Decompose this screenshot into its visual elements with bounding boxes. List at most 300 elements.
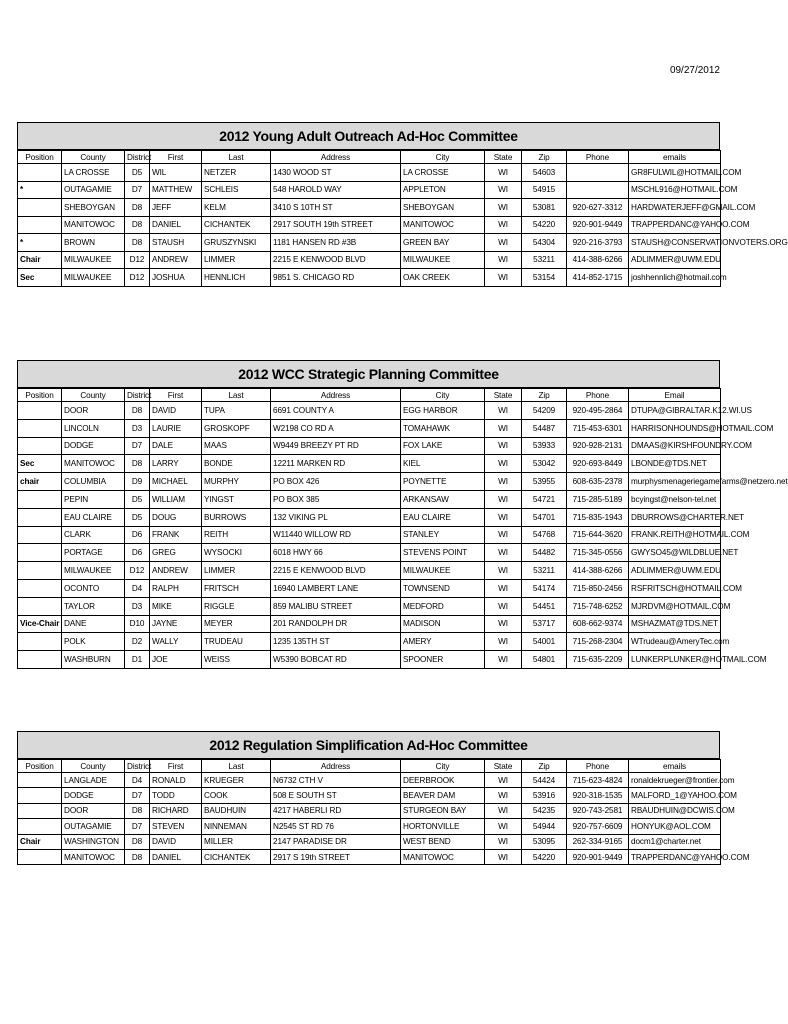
- cell-district: D9: [125, 473, 150, 491]
- cell-state: WI: [485, 834, 522, 849]
- cell-position: [18, 803, 62, 818]
- column-header-phone: Phone: [567, 151, 629, 164]
- cell-state: WI: [485, 437, 522, 455]
- cell-county: DOOR: [62, 402, 125, 420]
- cell-last: MAAS: [202, 437, 271, 455]
- cell-state: WI: [485, 773, 522, 788]
- column-header-district: District: [125, 389, 150, 402]
- cell-first: ANDREW: [150, 251, 202, 269]
- cell-position: [18, 216, 62, 234]
- cell-email: DMAAS@KIRSHFOUNDRY.COM: [629, 437, 721, 455]
- cell-position: [18, 164, 62, 182]
- table-row: [18, 773, 721, 788]
- cell-district: D7: [125, 437, 150, 455]
- cell-address: 16940 LAMBERT LANE: [271, 579, 401, 597]
- cell-state: WI: [485, 615, 522, 633]
- cell-state: WI: [485, 473, 522, 491]
- committee-title: 2012 Young Adult Outreach Ad-Hoc Committee: [17, 122, 720, 150]
- cell-state: WI: [485, 251, 522, 269]
- cell-first: DAVID: [150, 834, 202, 849]
- cell-county: LA CROSSE: [62, 164, 125, 182]
- cell-district: D8: [125, 834, 150, 849]
- cell-phone: 715-345-0556: [567, 544, 629, 562]
- column-header-email: emails: [629, 151, 721, 164]
- cell-first: JEFF: [150, 199, 202, 217]
- cell-city: OAK CREEK: [401, 269, 485, 287]
- cell-position: [18, 651, 62, 669]
- cell-county: DODGE: [62, 437, 125, 455]
- cell-email: MJRDVM@HOTMAIL.COM: [629, 597, 721, 615]
- cell-email: docm1@charter.net: [629, 834, 721, 849]
- cell-state: WI: [485, 597, 522, 615]
- cell-address: 12211 MARKEN RD: [271, 455, 401, 473]
- cell-first: JAYNE: [150, 615, 202, 633]
- column-header-district: District: [125, 151, 150, 164]
- cell-zip: 54768: [522, 526, 567, 544]
- cell-county: PEPIN: [62, 490, 125, 508]
- table-row: [18, 234, 721, 252]
- cell-position: [18, 849, 62, 864]
- column-header-phone: Phone: [567, 760, 629, 773]
- table-row: [18, 651, 721, 669]
- cell-first: DANIEL: [150, 216, 202, 234]
- cell-zip: 54482: [522, 544, 567, 562]
- column-header-last: Last: [202, 151, 271, 164]
- cell-city: MANITOWOC: [401, 849, 485, 864]
- cell-state: WI: [485, 216, 522, 234]
- cell-email: murphysmenageriegamefarms@netzero.net: [629, 473, 721, 491]
- cell-zip: 54235: [522, 803, 567, 818]
- cell-district: D5: [125, 164, 150, 182]
- cell-county: EAU CLAIRE: [62, 508, 125, 526]
- cell-first: ANDREW: [150, 562, 202, 580]
- cell-city: KIEL: [401, 455, 485, 473]
- cell-position: [18, 402, 62, 420]
- cell-phone: [567, 181, 629, 199]
- cell-email: MSHAZMAT@TDS.NET: [629, 615, 721, 633]
- column-header-city: City: [401, 389, 485, 402]
- committee-strategic-planning: [17, 360, 788, 669]
- cell-district: D6: [125, 544, 150, 562]
- cell-district: D5: [125, 508, 150, 526]
- cell-position: [18, 544, 62, 562]
- cell-last: MURPHY: [202, 473, 271, 491]
- committee-table: [17, 388, 788, 669]
- cell-last: SCHLEIS: [202, 181, 271, 199]
- cell-zip: 53211: [522, 251, 567, 269]
- cell-county: MILWAUKEE: [62, 562, 125, 580]
- cell-address: 859 MALIBU STREET: [271, 597, 401, 615]
- cell-county: OCONTO: [62, 579, 125, 597]
- column-header-zip: Zip: [522, 760, 567, 773]
- cell-state: WI: [485, 490, 522, 508]
- cell-position: [18, 508, 62, 526]
- cell-first: MIKE: [150, 597, 202, 615]
- cell-zip: 54915: [522, 181, 567, 199]
- cell-city: MANITOWOC: [401, 216, 485, 234]
- cell-city: LA CROSSE: [401, 164, 485, 182]
- cell-city: HORTONVILLE: [401, 819, 485, 834]
- committee-regulation-simplification: [17, 731, 750, 865]
- cell-email: ADLIMMER@UWM.EDU: [629, 562, 721, 580]
- cell-position: [18, 788, 62, 803]
- cell-address: 508 E SOUTH ST: [271, 788, 401, 803]
- cell-zip: 54174: [522, 579, 567, 597]
- cell-last: FRITSCH: [202, 579, 271, 597]
- cell-district: D3: [125, 597, 150, 615]
- committee-table: [17, 759, 750, 865]
- cell-address: 132 VIKING PL: [271, 508, 401, 526]
- header-row: [18, 151, 721, 164]
- column-header-position: Position: [18, 389, 62, 402]
- cell-last: TUPA: [202, 402, 271, 420]
- cell-email: RBAUDHUIN@DCWIS.COM: [629, 803, 721, 818]
- table-row: [18, 402, 721, 420]
- cell-city: DEERBROOK: [401, 773, 485, 788]
- cell-zip: 53042: [522, 455, 567, 473]
- cell-zip: 54701: [522, 508, 567, 526]
- cell-state: WI: [485, 849, 522, 864]
- cell-position: *: [18, 181, 62, 199]
- cell-address: 4217 HABERLI RD: [271, 803, 401, 818]
- column-header-county: County: [62, 151, 125, 164]
- cell-first: DALE: [150, 437, 202, 455]
- cell-city: MILWAUKEE: [401, 562, 485, 580]
- table-row: [18, 455, 721, 473]
- table-row: [18, 633, 721, 651]
- cell-last: WEISS: [202, 651, 271, 669]
- cell-zip: 54487: [522, 419, 567, 437]
- cell-position: [18, 526, 62, 544]
- table-row: [18, 819, 721, 834]
- cell-county: DOOR: [62, 803, 125, 818]
- cell-email: LUNKERPLUNKER@HOTMAIL.COM: [629, 651, 721, 669]
- cell-state: WI: [485, 819, 522, 834]
- cell-phone: 920-495-2864: [567, 402, 629, 420]
- cell-district: D12: [125, 251, 150, 269]
- cell-position: Sec: [18, 455, 62, 473]
- cell-zip: 54304: [522, 234, 567, 252]
- cell-last: HENNLICH: [202, 269, 271, 287]
- cell-county: MILWAUKEE: [62, 269, 125, 287]
- cell-address: PO BOX 385: [271, 490, 401, 508]
- cell-first: RALPH: [150, 579, 202, 597]
- cell-address: 548 HAROLD WAY: [271, 181, 401, 199]
- cell-position: chair: [18, 473, 62, 491]
- column-header-zip: Zip: [522, 151, 567, 164]
- cell-last: BONDE: [202, 455, 271, 473]
- cell-city: MEDFORD: [401, 597, 485, 615]
- cell-zip: 53081: [522, 199, 567, 217]
- cell-state: WI: [485, 455, 522, 473]
- cell-email: TRAPPERDANC@YAHOO.COM: [629, 849, 721, 864]
- cell-first: FRANK: [150, 526, 202, 544]
- cell-phone: 920-318-1535: [567, 788, 629, 803]
- cell-city: POYNETTE: [401, 473, 485, 491]
- cell-zip: 54424: [522, 773, 567, 788]
- column-header-county: County: [62, 389, 125, 402]
- cell-phone: 715-850-2456: [567, 579, 629, 597]
- table-row: [18, 164, 721, 182]
- table-row: [18, 508, 721, 526]
- table-row: [18, 562, 721, 580]
- table-row: [18, 269, 721, 287]
- cell-position: *: [18, 234, 62, 252]
- cell-district: D8: [125, 455, 150, 473]
- cell-email: TRAPPERDANC@YAHOO.COM: [629, 216, 721, 234]
- cell-city: TOMAHAWK: [401, 419, 485, 437]
- cell-last: LIMMER: [202, 251, 271, 269]
- cell-last: BAUDHUIN: [202, 803, 271, 818]
- table-row: [18, 251, 721, 269]
- cell-last: REITH: [202, 526, 271, 544]
- cell-address: 3410 S 10TH ST: [271, 199, 401, 217]
- cell-city: EAU CLAIRE: [401, 508, 485, 526]
- cell-last: LIMMER: [202, 562, 271, 580]
- cell-zip: 53717: [522, 615, 567, 633]
- cell-email: DBURROWS@CHARTER.NET: [629, 508, 721, 526]
- cell-phone: 920-693-8449: [567, 455, 629, 473]
- column-header-first: First: [150, 389, 202, 402]
- cell-first: DOUG: [150, 508, 202, 526]
- cell-phone: 920-928-2131: [567, 437, 629, 455]
- cell-state: WI: [485, 508, 522, 526]
- column-header-phone: Phone: [567, 389, 629, 402]
- cell-phone: 715-644-3620: [567, 526, 629, 544]
- cell-phone: 608-662-9374: [567, 615, 629, 633]
- column-header-district: District: [125, 760, 150, 773]
- cell-email: WTrudeau@AmeryTec.com: [629, 633, 721, 651]
- column-header-last: Last: [202, 760, 271, 773]
- cell-state: WI: [485, 803, 522, 818]
- cell-last: TRUDEAU: [202, 633, 271, 651]
- cell-county: MANITOWOC: [62, 849, 125, 864]
- cell-zip: 53095: [522, 834, 567, 849]
- column-header-first: First: [150, 151, 202, 164]
- cell-phone: 715-835-1943: [567, 508, 629, 526]
- cell-last: CICHANTEK: [202, 849, 271, 864]
- cell-county: POLK: [62, 633, 125, 651]
- cell-city: MADISON: [401, 615, 485, 633]
- cell-district: D4: [125, 579, 150, 597]
- cell-phone: 920-743-2581: [567, 803, 629, 818]
- cell-county: BROWN: [62, 234, 125, 252]
- cell-email: FRANK.REITH@HOTMAIL.COM: [629, 526, 721, 544]
- cell-position: [18, 562, 62, 580]
- cell-zip: 53154: [522, 269, 567, 287]
- cell-email: GR8FULWIL@HOTMAIL.COM: [629, 164, 721, 182]
- column-header-position: Position: [18, 760, 62, 773]
- cell-district: D7: [125, 788, 150, 803]
- header-row: [18, 389, 721, 402]
- cell-address: 2215 E KENWOOD BLVD: [271, 251, 401, 269]
- cell-zip: 53955: [522, 473, 567, 491]
- cell-phone: 262-334-9165: [567, 834, 629, 849]
- cell-email: HARDWATERJEFF@GMAIL.COM: [629, 199, 721, 217]
- cell-address: W11440 WILLOW RD: [271, 526, 401, 544]
- cell-city: ARKANSAW: [401, 490, 485, 508]
- cell-first: RONALD: [150, 773, 202, 788]
- cell-address: 6018 HWY 66: [271, 544, 401, 562]
- table-row: [18, 419, 721, 437]
- cell-district: D8: [125, 216, 150, 234]
- cell-state: WI: [485, 788, 522, 803]
- cell-first: STAUSH: [150, 234, 202, 252]
- column-header-address: Address: [271, 389, 401, 402]
- cell-last: KELM: [202, 199, 271, 217]
- cell-position: [18, 419, 62, 437]
- cell-phone: 414-852-1715: [567, 269, 629, 287]
- cell-last: CICHANTEK: [202, 216, 271, 234]
- cell-first: TODD: [150, 788, 202, 803]
- cell-district: D2: [125, 633, 150, 651]
- cell-district: D8: [125, 199, 150, 217]
- table-row: [18, 579, 721, 597]
- cell-district: D7: [125, 819, 150, 834]
- cell-phone: 920-757-6609: [567, 819, 629, 834]
- cell-email: DTUPA@GIBRALTAR.K12.WI.US: [629, 402, 721, 420]
- cell-address: 1181 HANSEN RD #3B: [271, 234, 401, 252]
- cell-zip: 54220: [522, 216, 567, 234]
- cell-first: LARRY: [150, 455, 202, 473]
- cell-county: MANITOWOC: [62, 455, 125, 473]
- column-header-first: First: [150, 760, 202, 773]
- cell-state: WI: [485, 562, 522, 580]
- table-row: [18, 473, 721, 491]
- table-row: [18, 181, 721, 199]
- cell-city: STEVENS POINT: [401, 544, 485, 562]
- cell-district: D5: [125, 490, 150, 508]
- cell-email: LBONDE@TDS.NET: [629, 455, 721, 473]
- cell-county: LANGLADE: [62, 773, 125, 788]
- column-header-position: Position: [18, 151, 62, 164]
- cell-city: STANLEY: [401, 526, 485, 544]
- cell-last: COOK: [202, 788, 271, 803]
- cell-county: CLARK: [62, 526, 125, 544]
- cell-district: D10: [125, 615, 150, 633]
- cell-email: bcyingst@nelson-tel.net: [629, 490, 721, 508]
- column-header-email: Email: [629, 389, 721, 402]
- cell-last: BURROWS: [202, 508, 271, 526]
- cell-city: SHEBOYGAN: [401, 199, 485, 217]
- cell-zip: 53211: [522, 562, 567, 580]
- cell-city: APPLETON: [401, 181, 485, 199]
- cell-phone: 920-901-9449: [567, 216, 629, 234]
- cell-first: DANIEL: [150, 849, 202, 864]
- cell-phone: 414-388-6266: [567, 562, 629, 580]
- cell-county: MANITOWOC: [62, 216, 125, 234]
- column-header-zip: Zip: [522, 389, 567, 402]
- cell-county: PORTAGE: [62, 544, 125, 562]
- cell-state: WI: [485, 544, 522, 562]
- cell-state: WI: [485, 269, 522, 287]
- table-row: [18, 199, 721, 217]
- cell-phone: 920-627-3312: [567, 199, 629, 217]
- cell-zip: 54944: [522, 819, 567, 834]
- column-header-state: State: [485, 389, 522, 402]
- cell-address: W5390 BOBCAT RD: [271, 651, 401, 669]
- cell-last: NETZER: [202, 164, 271, 182]
- cell-first: WIL: [150, 164, 202, 182]
- cell-state: WI: [485, 164, 522, 182]
- table-row: [18, 788, 721, 803]
- cell-state: WI: [485, 181, 522, 199]
- cell-state: WI: [485, 402, 522, 420]
- cell-last: GRUSZYNSKI: [202, 234, 271, 252]
- cell-first: MICHAEL: [150, 473, 202, 491]
- cell-district: D1: [125, 651, 150, 669]
- cell-email: ronaldekrueger@frontier.com: [629, 773, 721, 788]
- cell-first: STEVEN: [150, 819, 202, 834]
- cell-state: WI: [485, 199, 522, 217]
- cell-phone: 715-285-5189: [567, 490, 629, 508]
- committee-title: 2012 WCC Strategic Planning Committee: [17, 360, 720, 388]
- cell-last: MEYER: [202, 615, 271, 633]
- cell-state: WI: [485, 526, 522, 544]
- cell-last: WYSOCKI: [202, 544, 271, 562]
- cell-first: WALLY: [150, 633, 202, 651]
- cell-first: GREG: [150, 544, 202, 562]
- header-row: [18, 760, 721, 773]
- cell-address: 2917 SOUTH 19th STREET: [271, 216, 401, 234]
- table-row: [18, 526, 721, 544]
- cell-state: WI: [485, 579, 522, 597]
- table-row: [18, 437, 721, 455]
- cell-email: MALFORD_1@YAHOO.COM: [629, 788, 721, 803]
- cell-county: WASHBURN: [62, 651, 125, 669]
- committee-title: 2012 Regulation Simplification Ad-Hoc Committee: [17, 731, 720, 759]
- committee-young-adult-outreach: [17, 122, 788, 287]
- cell-county: LINCOLN: [62, 419, 125, 437]
- column-header-city: City: [401, 151, 485, 164]
- cell-address: W2198 CO RD A: [271, 419, 401, 437]
- cell-county: DODGE: [62, 788, 125, 803]
- cell-position: [18, 597, 62, 615]
- cell-position: Chair: [18, 834, 62, 849]
- cell-address: 9851 S. CHICAGO RD: [271, 269, 401, 287]
- cell-phone: 715-635-2209: [567, 651, 629, 669]
- cell-city: TOWNSEND: [401, 579, 485, 597]
- cell-city: SPOONER: [401, 651, 485, 669]
- cell-address: 1235 135TH ST: [271, 633, 401, 651]
- cell-district: D12: [125, 269, 150, 287]
- cell-state: WI: [485, 651, 522, 669]
- cell-email: RSFRITSCH@HOTMAIL.COM: [629, 579, 721, 597]
- column-header-email: emails: [629, 760, 721, 773]
- cell-phone: 414-388-6266: [567, 251, 629, 269]
- cell-city: STURGEON BAY: [401, 803, 485, 818]
- cell-zip: 54220: [522, 849, 567, 864]
- cell-phone: 715-268-2304: [567, 633, 629, 651]
- cell-address: 2917 S 19th STREET: [271, 849, 401, 864]
- cell-city: GREEN BAY: [401, 234, 485, 252]
- cell-address: 2215 E KENWOOD BLVD: [271, 562, 401, 580]
- cell-district: D7: [125, 181, 150, 199]
- cell-address: W9449 BREEZY PT RD: [271, 437, 401, 455]
- cell-last: GROSKOPF: [202, 419, 271, 437]
- cell-state: WI: [485, 419, 522, 437]
- cell-email: STAUSH@CONSERVATIONVOTERS.ORG: [629, 234, 721, 252]
- cell-zip: 54721: [522, 490, 567, 508]
- column-header-address: Address: [271, 151, 401, 164]
- column-header-state: State: [485, 151, 522, 164]
- cell-position: [18, 579, 62, 597]
- cell-phone: 920-216-3793: [567, 234, 629, 252]
- table-row: [18, 849, 721, 864]
- cell-first: JOE: [150, 651, 202, 669]
- column-header-last: Last: [202, 389, 271, 402]
- cell-district: D8: [125, 234, 150, 252]
